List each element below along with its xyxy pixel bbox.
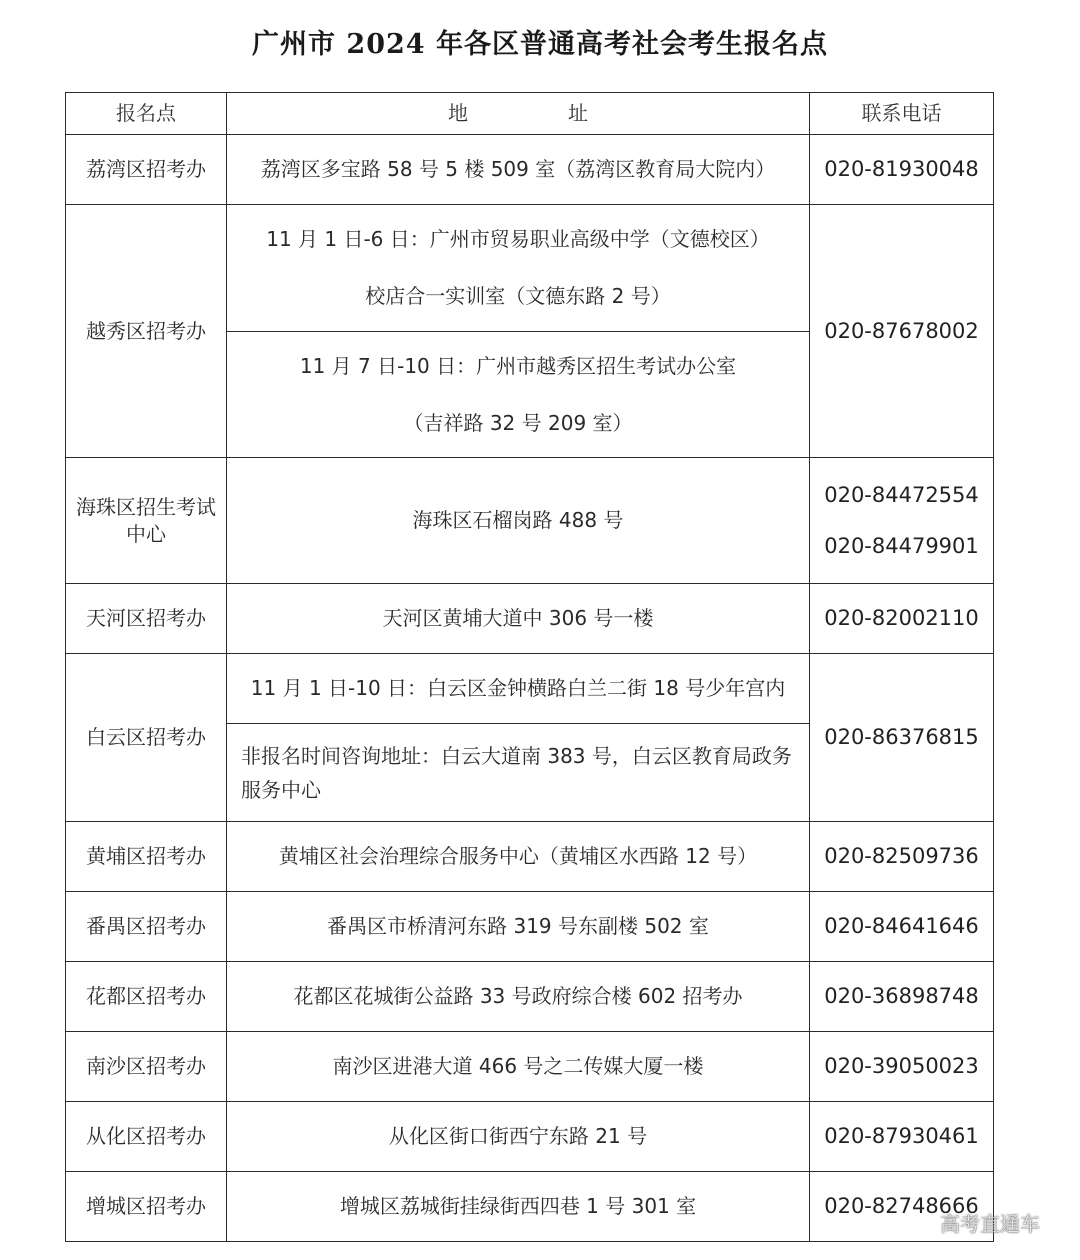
site-cell: 南沙区招考办 <box>66 1032 227 1102</box>
phone-cell: 020-82002110 <box>810 584 994 654</box>
address-cell: 天河区黄埔大道中 306 号一楼 <box>227 584 810 654</box>
table-row <box>66 205 994 332</box>
phone-number: 020-84472554 <box>824 483 979 508</box>
table-header-row <box>66 93 994 135</box>
table-row <box>66 962 994 1032</box>
table-row <box>66 1032 994 1102</box>
address-cell: 南沙区进港大道 466 号之二传媒大厦一楼 <box>227 1032 810 1102</box>
address-cell: 荔湾区多宝路 58 号 5 楼 509 室（荔湾区教育局大院内） <box>227 135 810 205</box>
table-row <box>66 1172 994 1242</box>
watermark: 高考直通车 <box>940 1212 1040 1236</box>
phone-cell: 020-84641646 <box>810 892 994 962</box>
header-phone: 联系电话 <box>810 93 994 135</box>
registration-table <box>65 92 994 1242</box>
address-line: 11 月 1 日-6 日：广州市贸易职业高级中学（文德校区） <box>266 227 770 251</box>
header-address: 地 址 <box>227 93 810 135</box>
phone-cell: 020-81930048 <box>810 135 994 205</box>
site-cell: 花都区招考办 <box>66 962 227 1032</box>
address-cell <box>227 205 810 332</box>
address-line: 校店合一实训室（文德东路 2 号） <box>365 284 671 308</box>
page-title: 广州市 2024 年各区普通高考社会考生报名点 <box>252 29 828 60</box>
phone-cell: 020-86376815 <box>810 654 994 822</box>
address-line: 11 月 7 日-10 日：广州市越秀区招生考试办公室 <box>299 353 737 378</box>
table-row <box>66 584 994 654</box>
site-cell: 白云区招考办 <box>66 654 227 822</box>
phone-number: 020-84479901 <box>824 533 979 558</box>
table-row <box>66 458 994 584</box>
address-cell: 增城区荔城街挂绿街西四巷 1 号 301 室 <box>227 1172 810 1242</box>
address-cell: 花都区花城街公益路 33 号政府综合楼 602 招考办 <box>227 962 810 1032</box>
phone-cell <box>810 458 994 584</box>
site-cell: 海珠区招生考试中心 <box>66 458 227 584</box>
address-cell: 黄埔区社会治理综合服务中心（黄埔区水西路 12 号） <box>227 822 810 892</box>
site-cell: 荔湾区招考办 <box>66 135 227 205</box>
phone-cell: 020-87678002 <box>810 205 994 458</box>
address-cell: 非报名时间咨询地址：白云大道南 383 号，白云区教育局政务服务中心 <box>227 724 810 822</box>
site-cell: 越秀区招考办 <box>66 205 227 458</box>
phone-cell: 020-82509736 <box>810 822 994 892</box>
site-cell: 天河区招考办 <box>66 584 227 654</box>
phone-cell: 020-82748666 <box>810 1172 994 1242</box>
site-cell: 番禺区招考办 <box>66 892 227 962</box>
address-cell <box>227 332 810 458</box>
address-cell: 番禺区市桥清河东路 319 号东副楼 502 室 <box>227 892 810 962</box>
site-cell: 黄埔区招考办 <box>66 822 227 892</box>
address-cell: 11 月 1 日-10 日：白云区金钟横路白兰二街 18 号少年宫内 <box>227 654 810 724</box>
header-site: 报名点 <box>66 93 227 135</box>
address-line: （吉祥路 32 号 209 室） <box>403 410 633 435</box>
site-cell: 增城区招考办 <box>66 1172 227 1242</box>
address-cell: 海珠区石榴岗路 488 号 <box>227 458 810 584</box>
table-row <box>66 1102 994 1172</box>
address-cell: 从化区街口街西宁东路 21 号 <box>227 1102 810 1172</box>
phone-cell: 020-36898748 <box>810 962 994 1032</box>
table-row <box>66 892 994 962</box>
table-row <box>66 654 994 724</box>
site-cell: 从化区招考办 <box>66 1102 227 1172</box>
phone-cell: 020-39050023 <box>810 1032 994 1102</box>
table-row <box>66 822 994 892</box>
phone-cell: 020-87930461 <box>810 1102 994 1172</box>
table-row <box>66 135 994 205</box>
